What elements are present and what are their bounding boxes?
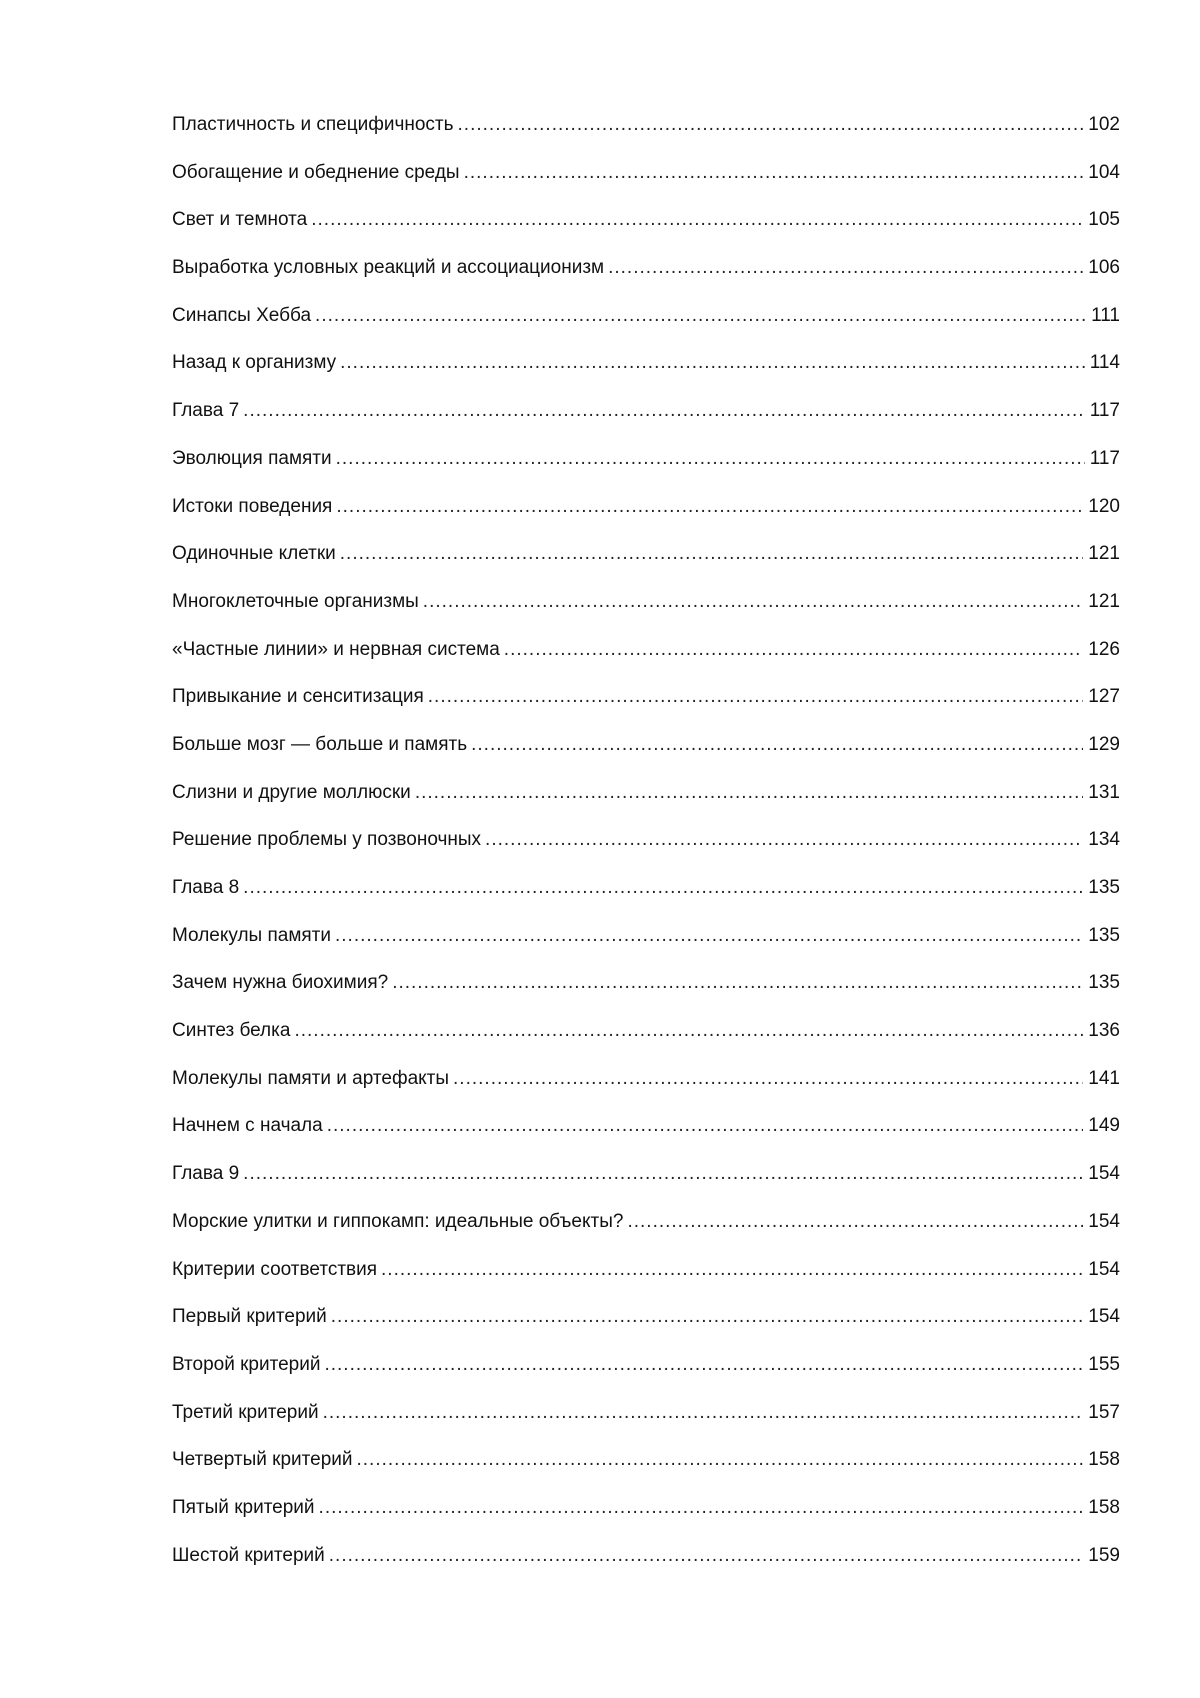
toc-dot-leader xyxy=(319,1496,1084,1520)
toc-entry[interactable] xyxy=(172,876,1120,924)
toc-entry-title: Больше мозг — больше и память xyxy=(172,733,468,755)
toc-entry-title: Эволюция памяти xyxy=(172,447,332,469)
toc-entry-page: 121 xyxy=(1088,543,1120,565)
toc-entry-page: 106 xyxy=(1088,257,1120,279)
toc-entry-page: 141 xyxy=(1088,1067,1120,1089)
toc-entry-page: 149 xyxy=(1088,1115,1120,1137)
toc-entry-title: Второй критерий xyxy=(172,1353,321,1375)
toc-dot-leader xyxy=(331,1305,1084,1329)
toc-entry-page: 155 xyxy=(1088,1353,1120,1375)
toc-dot-leader xyxy=(329,1544,1084,1568)
toc-entry[interactable] xyxy=(172,971,1120,1019)
table-of-contents xyxy=(172,113,1120,1591)
toc-entry[interactable] xyxy=(172,304,1120,352)
toc-entry[interactable] xyxy=(172,1353,1120,1401)
toc-dot-leader xyxy=(381,1258,1083,1282)
toc-entry-page: 126 xyxy=(1088,638,1120,660)
toc-dot-leader xyxy=(453,1067,1083,1091)
toc-entry-title: Молекулы памяти xyxy=(172,924,331,946)
toc-entry[interactable] xyxy=(172,590,1120,638)
toc-dot-leader xyxy=(340,542,1084,566)
toc-entry-title: Третий критерий xyxy=(172,1401,319,1423)
toc-dot-leader xyxy=(336,447,1085,471)
toc-entry-page: 154 xyxy=(1088,1258,1120,1280)
toc-entry-page: 131 xyxy=(1088,781,1120,803)
toc-entry-page: 127 xyxy=(1088,686,1120,708)
toc-entry-title: Молекулы памяти и артефакты xyxy=(172,1067,450,1089)
toc-entry-title: Многоклеточные организмы xyxy=(172,590,419,612)
toc-dot-leader xyxy=(504,638,1084,662)
toc-entry-title: Глава 8 xyxy=(172,877,240,898)
toc-entry-title: Привыкание и сенситизация xyxy=(172,686,424,708)
toc-entry[interactable] xyxy=(172,638,1120,686)
toc-entry-title: Одиночные клетки xyxy=(172,543,336,565)
toc-entry[interactable] xyxy=(172,1210,1120,1258)
toc-entry-page: 134 xyxy=(1088,829,1120,851)
toc-entry[interactable] xyxy=(172,1401,1120,1449)
toc-dot-leader xyxy=(340,351,1085,375)
toc-dot-leader xyxy=(336,495,1083,519)
toc-entry-title: Первый критерий xyxy=(172,1306,327,1328)
toc-entry-title: Морские улитки и гиппокамп: идеальные объекты? xyxy=(172,1210,624,1232)
toc-entry[interactable] xyxy=(172,828,1120,876)
toc-entry-page: 129 xyxy=(1088,733,1120,755)
toc-entry[interactable] xyxy=(172,1544,1120,1592)
toc-entry[interactable] xyxy=(172,161,1120,209)
toc-dot-leader xyxy=(243,399,1085,423)
toc-entry[interactable] xyxy=(172,256,1120,304)
toc-entry-page: 158 xyxy=(1088,1449,1120,1471)
toc-dot-leader xyxy=(315,304,1086,328)
toc-dot-leader xyxy=(243,1162,1083,1186)
toc-entry-page: 120 xyxy=(1088,495,1120,517)
toc-entry-title: Выработка условных реакций и ассоциационизм xyxy=(172,257,605,279)
toc-entry-title: Свет и темнота xyxy=(172,209,308,231)
toc-entry-title: Решение проблемы у позвоночных xyxy=(172,829,482,851)
toc-entry-page: 136 xyxy=(1088,1020,1120,1042)
toc-dot-leader xyxy=(458,113,1084,137)
toc-entry-title: Шестой критерий xyxy=(172,1544,325,1566)
toc-entry-page: 117 xyxy=(1089,400,1120,422)
toc-entry[interactable] xyxy=(172,685,1120,733)
toc-dot-leader xyxy=(471,733,1083,757)
toc-dot-leader xyxy=(357,1448,1084,1472)
toc-dot-leader xyxy=(243,876,1083,900)
toc-entry[interactable] xyxy=(172,781,1120,829)
toc-entry-page: 135 xyxy=(1088,924,1120,946)
toc-entry[interactable] xyxy=(172,1258,1120,1306)
toc-dot-leader xyxy=(311,208,1083,232)
toc-entry[interactable] xyxy=(172,1019,1120,1067)
toc-entry[interactable] xyxy=(172,1114,1120,1162)
toc-dot-leader xyxy=(323,1401,1084,1425)
toc-dot-leader xyxy=(335,924,1083,948)
toc-dot-leader xyxy=(464,161,1084,185)
toc-entry[interactable] xyxy=(172,447,1120,495)
toc-entry-title: Пластичность и специфичность xyxy=(172,114,454,135)
toc-entry-title: Синапсы Хебба xyxy=(172,304,312,326)
toc-entry-title: Критерии соответствия xyxy=(172,1258,378,1280)
toc-entry[interactable] xyxy=(172,1448,1120,1496)
toc-entry-page: 159 xyxy=(1088,1544,1120,1566)
toc-entry[interactable] xyxy=(172,495,1120,543)
toc-entry[interactable] xyxy=(172,542,1120,590)
toc-dot-leader xyxy=(392,971,1083,995)
toc-dot-leader xyxy=(423,590,1084,614)
toc-entry-title: Начнем с начала xyxy=(172,1115,323,1137)
toc-entry-page: 111 xyxy=(1091,304,1120,326)
toc-entry-page: 117 xyxy=(1089,447,1120,469)
toc-entry-title: Глава 7 xyxy=(172,400,240,422)
toc-entry-page: 114 xyxy=(1089,352,1120,374)
toc-entry-page: 135 xyxy=(1088,877,1120,898)
toc-dot-leader xyxy=(608,256,1083,280)
toc-entry-title: «Частные линии» и нервная система xyxy=(172,638,500,660)
toc-entry[interactable] xyxy=(172,208,1120,256)
toc-entry[interactable] xyxy=(172,399,1120,447)
toc-entry-page: 157 xyxy=(1088,1401,1120,1423)
toc-entry-title: Зачем нужна биохимия? xyxy=(172,972,389,994)
toc-entry[interactable] xyxy=(172,1067,1120,1115)
toc-entry-title: Обогащение и обеднение среды xyxy=(172,161,460,183)
toc-entry-page: 154 xyxy=(1088,1306,1120,1328)
toc-entry-title: Слизни и другие моллюски xyxy=(172,781,411,803)
toc-entry-title: Назад к организму xyxy=(172,352,337,374)
toc-dot-leader xyxy=(485,828,1083,852)
toc-entry[interactable] xyxy=(172,351,1120,399)
toc-entry-page: 104 xyxy=(1088,161,1120,183)
toc-dot-leader xyxy=(327,1114,1084,1138)
toc-entry-page: 105 xyxy=(1088,209,1120,231)
toc-entry-page: 158 xyxy=(1088,1496,1120,1518)
toc-entry[interactable] xyxy=(172,1305,1120,1353)
toc-entry[interactable] xyxy=(172,1496,1120,1544)
toc-dot-leader xyxy=(627,1210,1083,1234)
toc-entry-title: Синтез белка xyxy=(172,1020,291,1042)
toc-entry[interactable] xyxy=(172,733,1120,781)
toc-entry-title: Глава 9 xyxy=(172,1163,240,1185)
toc-entry[interactable] xyxy=(172,924,1120,972)
toc-dot-leader xyxy=(428,685,1084,709)
toc-entry-page: 102 xyxy=(1088,114,1120,135)
toc-entry[interactable] xyxy=(172,113,1120,161)
toc-entry-title: Пятый критерий xyxy=(172,1496,315,1518)
toc-entry-page: 135 xyxy=(1088,972,1120,994)
toc-entry-page: 154 xyxy=(1088,1210,1120,1232)
toc-dot-leader xyxy=(324,1353,1083,1377)
toc-dot-leader xyxy=(294,1019,1083,1043)
toc-dot-leader xyxy=(415,781,1083,805)
toc-entry-title: Истоки поведения xyxy=(172,495,333,517)
toc-entry[interactable] xyxy=(172,1162,1120,1210)
toc-entry-page: 121 xyxy=(1088,590,1120,612)
toc-entry-title: Четвертый критерий xyxy=(172,1449,353,1471)
toc-entry-page: 154 xyxy=(1088,1163,1120,1185)
